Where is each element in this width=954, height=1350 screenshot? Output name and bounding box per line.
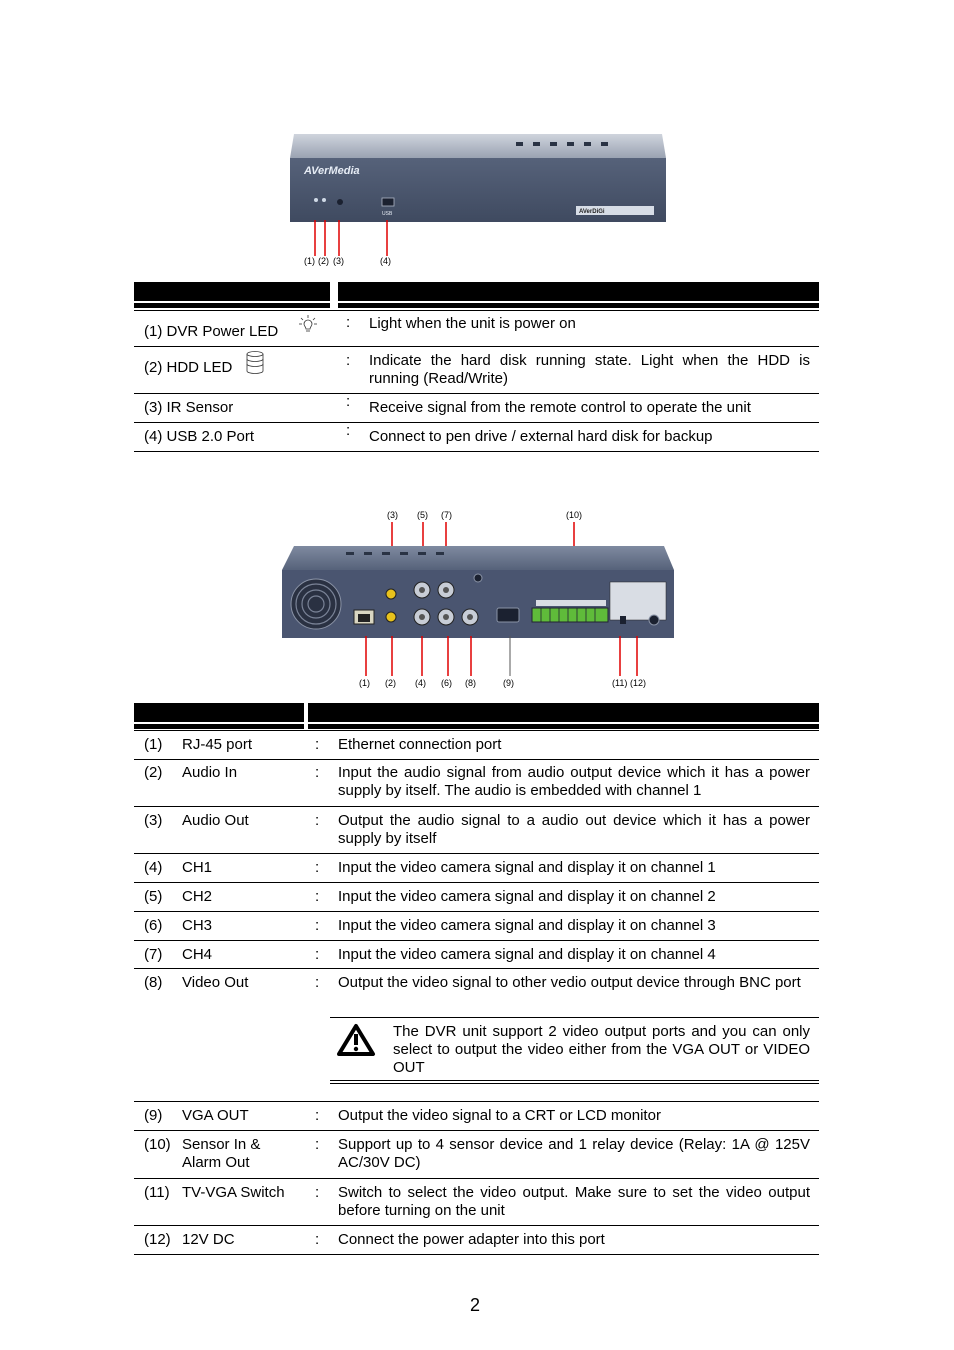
rear-callout-top-5: (5) — [417, 510, 428, 520]
front-row-2-name: (2) HDD LED — [144, 359, 233, 376]
rear-row-1-desc: Ethernet connection port — [338, 736, 502, 753]
rear-row-4-desc: Input the video camera signal and display it on channel 1 — [338, 859, 716, 876]
rear-row-10-name: Sensor In & Alarm Out — [182, 1136, 261, 1171]
rear-header-underline — [134, 722, 819, 724]
rear-row-6-desc: Input the video camera signal and display it on channel 3 — [338, 917, 716, 934]
usb-port-label: USB — [382, 211, 393, 217]
front-header-underline — [134, 301, 819, 303]
rear-row-4-name: CH1 — [182, 859, 213, 876]
rear-rule-10 — [134, 1178, 819, 1179]
rear-row-11-num: (11) — [144, 1184, 170, 1201]
front-row-3-name: (3) IR Sensor — [144, 399, 234, 416]
front-table-header — [134, 282, 819, 308]
rear-callout-top-10: (10) — [566, 510, 583, 520]
rear-callout-bottom-1: (1) — [359, 678, 370, 688]
rear-row-10-colon: : — [315, 1136, 320, 1153]
rear-row-8-name: Video Out — [182, 974, 249, 991]
rear-callout-bottom-11: (11) — [612, 678, 628, 688]
rear-row-9-colon: : — [315, 1107, 320, 1124]
rear-row-3-desc: Output the audio signal to a audio out device which it has a power supply by itself — [338, 812, 810, 847]
rear-table-header — [134, 703, 819, 729]
rear-callout-bottom-2: (2) — [385, 678, 396, 688]
hdd-led-icon — [244, 350, 266, 376]
rear-rule-7 — [134, 968, 819, 969]
rear-row-8-desc: Output the video signal to other vedio output device through BNC port — [338, 974, 801, 991]
rear-rule-3 — [134, 853, 819, 854]
dvr-front-panel-image — [288, 128, 668, 228]
front-rule-1 — [134, 346, 819, 347]
brand-logo: AVerMedia — [304, 165, 360, 177]
note-bottom-rule-1 — [330, 1080, 819, 1081]
rear-row-1-num: (1) — [144, 736, 163, 753]
rear-row-6-colon: : — [315, 917, 320, 934]
note-top-rule — [330, 1017, 819, 1018]
rear-row-1-colon: : — [315, 736, 320, 753]
front-rule-2 — [134, 393, 819, 394]
rear-rule-5 — [134, 911, 819, 912]
front-row-2-desc: Indicate the hard disk running state. Light when the HDD is running (Read/Write) — [369, 352, 810, 387]
rear-rule-9 — [134, 1130, 819, 1131]
rear-row-5-colon: : — [315, 888, 320, 905]
front-row-2-colon: : — [346, 352, 351, 369]
rear-row-6-num: (6) — [144, 917, 163, 934]
product-badge: AVerDiGi — [579, 209, 605, 215]
rear-row-7-name: CH4 — [182, 946, 213, 963]
rear-row-2-name: Audio In — [182, 764, 238, 781]
rear-row-5-num: (5) — [144, 888, 163, 905]
note-text: The DVR unit support 2 video output ports and you can only select to output the video either from the VGA OUT or VIDEO OUT — [393, 1023, 810, 1076]
front-callout-lines — [288, 218, 408, 258]
front-row-1-desc: Light when the unit is power on — [369, 315, 576, 332]
rear-row-5-name: CH2 — [182, 888, 213, 905]
rear-callout-bottom-12: (12) — [630, 678, 647, 688]
rear-row-7-num: (7) — [144, 946, 163, 963]
front-row-1-name: (1) DVR Power LED — [144, 323, 279, 340]
rear-rule-2 — [134, 806, 819, 807]
rear-row-11-colon: : — [315, 1184, 320, 1201]
rear-row-8-colon: : — [315, 974, 320, 991]
rear-rule-0 — [134, 730, 819, 731]
rear-callout-bottom-6: (6) — [441, 678, 452, 688]
rear-row-10-num: (10) — [144, 1136, 171, 1153]
rear-row-1-name: RJ-45 port — [182, 736, 253, 753]
warning-icon — [336, 1023, 376, 1057]
rear-row-6-name: CH3 — [182, 917, 213, 934]
rear-bottom-callout-lines — [350, 634, 650, 680]
rear-row-4-colon: : — [315, 859, 320, 876]
rear-row-2-colon: : — [315, 764, 320, 781]
rear-rule-4 — [134, 882, 819, 883]
rear-row-3-num: (3) — [144, 812, 163, 829]
rear-row-8-num: (8) — [144, 974, 163, 991]
front-row-1-colon: : — [346, 314, 351, 331]
rear-row-3-colon: : — [315, 812, 320, 829]
rear-header-gap — [304, 703, 308, 729]
front-callout-2: (2) — [318, 256, 329, 266]
rear-row-2-num: (2) — [144, 764, 163, 781]
rear-row-7-desc: Input the video camera signal and display it on channel 4 — [338, 946, 716, 963]
page-number: 2 — [470, 1295, 481, 1315]
rear-rule-11 — [134, 1225, 819, 1226]
rear-row-12-colon: : — [315, 1231, 320, 1248]
front-row-4-colon: : — [346, 422, 351, 439]
rear-callout-top-7: (7) — [441, 510, 452, 520]
rear-row-9-desc: Output the video signal to a CRT or LCD monitor — [338, 1107, 661, 1124]
rear-callout-top-3: (3) — [387, 510, 398, 520]
rear-row-3-name: Audio Out — [182, 812, 249, 829]
rear-rule-6 — [134, 940, 819, 941]
dvr-rear-panel-image — [280, 544, 676, 640]
rear-row-4-num: (4) — [144, 859, 163, 876]
note-bottom-rule-2 — [330, 1083, 819, 1084]
rear-rule-12 — [134, 1254, 819, 1255]
front-row-4-desc: Connect to pen drive / external hard disk for backup — [369, 428, 713, 445]
rear-rule-1 — [134, 759, 819, 760]
rear-row-11-name: TV-VGA Switch — [182, 1184, 285, 1201]
rear-row-5-desc: Input the video camera signal and display it on channel 2 — [338, 888, 716, 905]
front-row-3-desc: Receive signal from the remote control to operate the unit — [369, 399, 751, 416]
front-header-gap — [330, 282, 338, 308]
front-rule-0 — [134, 310, 819, 311]
rear-row-9-name: VGA OUT — [182, 1107, 249, 1124]
rear-row-10-desc: Support up to 4 sensor device and 1 relay device (Relay: 1A @ 125V AC/30V DC) — [338, 1136, 810, 1171]
front-rule-3 — [134, 422, 819, 423]
rear-row-7-colon: : — [315, 946, 320, 963]
rear-row-12-num: (12) — [144, 1231, 171, 1248]
front-row-4-name: (4) USB 2.0 Port — [144, 428, 255, 445]
front-callout-3: (3) — [333, 256, 344, 266]
front-callout-4: (4) — [380, 256, 391, 266]
rear-callout-bottom-4: (4) — [415, 678, 426, 688]
rear-callout-bottom-8: (8) — [465, 678, 476, 688]
front-callout-1: (1) — [304, 256, 315, 266]
front-row-3-colon: : — [346, 393, 351, 410]
rear-row-12-name: 12V DC — [182, 1231, 235, 1248]
rear-row-9-num: (9) — [144, 1107, 163, 1124]
rear-row-2-desc: Input the audio signal from audio output device which it has a power supply by itself. The audio is embedded with channel 1 — [338, 764, 810, 799]
rear-row-12-desc: Connect the power adapter into this port — [338, 1231, 605, 1248]
rear-row-11-desc: Switch to select the video output. Make sure to set the video output before turning on the unit — [338, 1184, 810, 1219]
power-led-icon — [296, 314, 320, 340]
rear-callout-bottom-9: (9) — [503, 678, 514, 688]
front-rule-4 — [134, 451, 819, 452]
rear-rule-8 — [134, 1101, 819, 1102]
